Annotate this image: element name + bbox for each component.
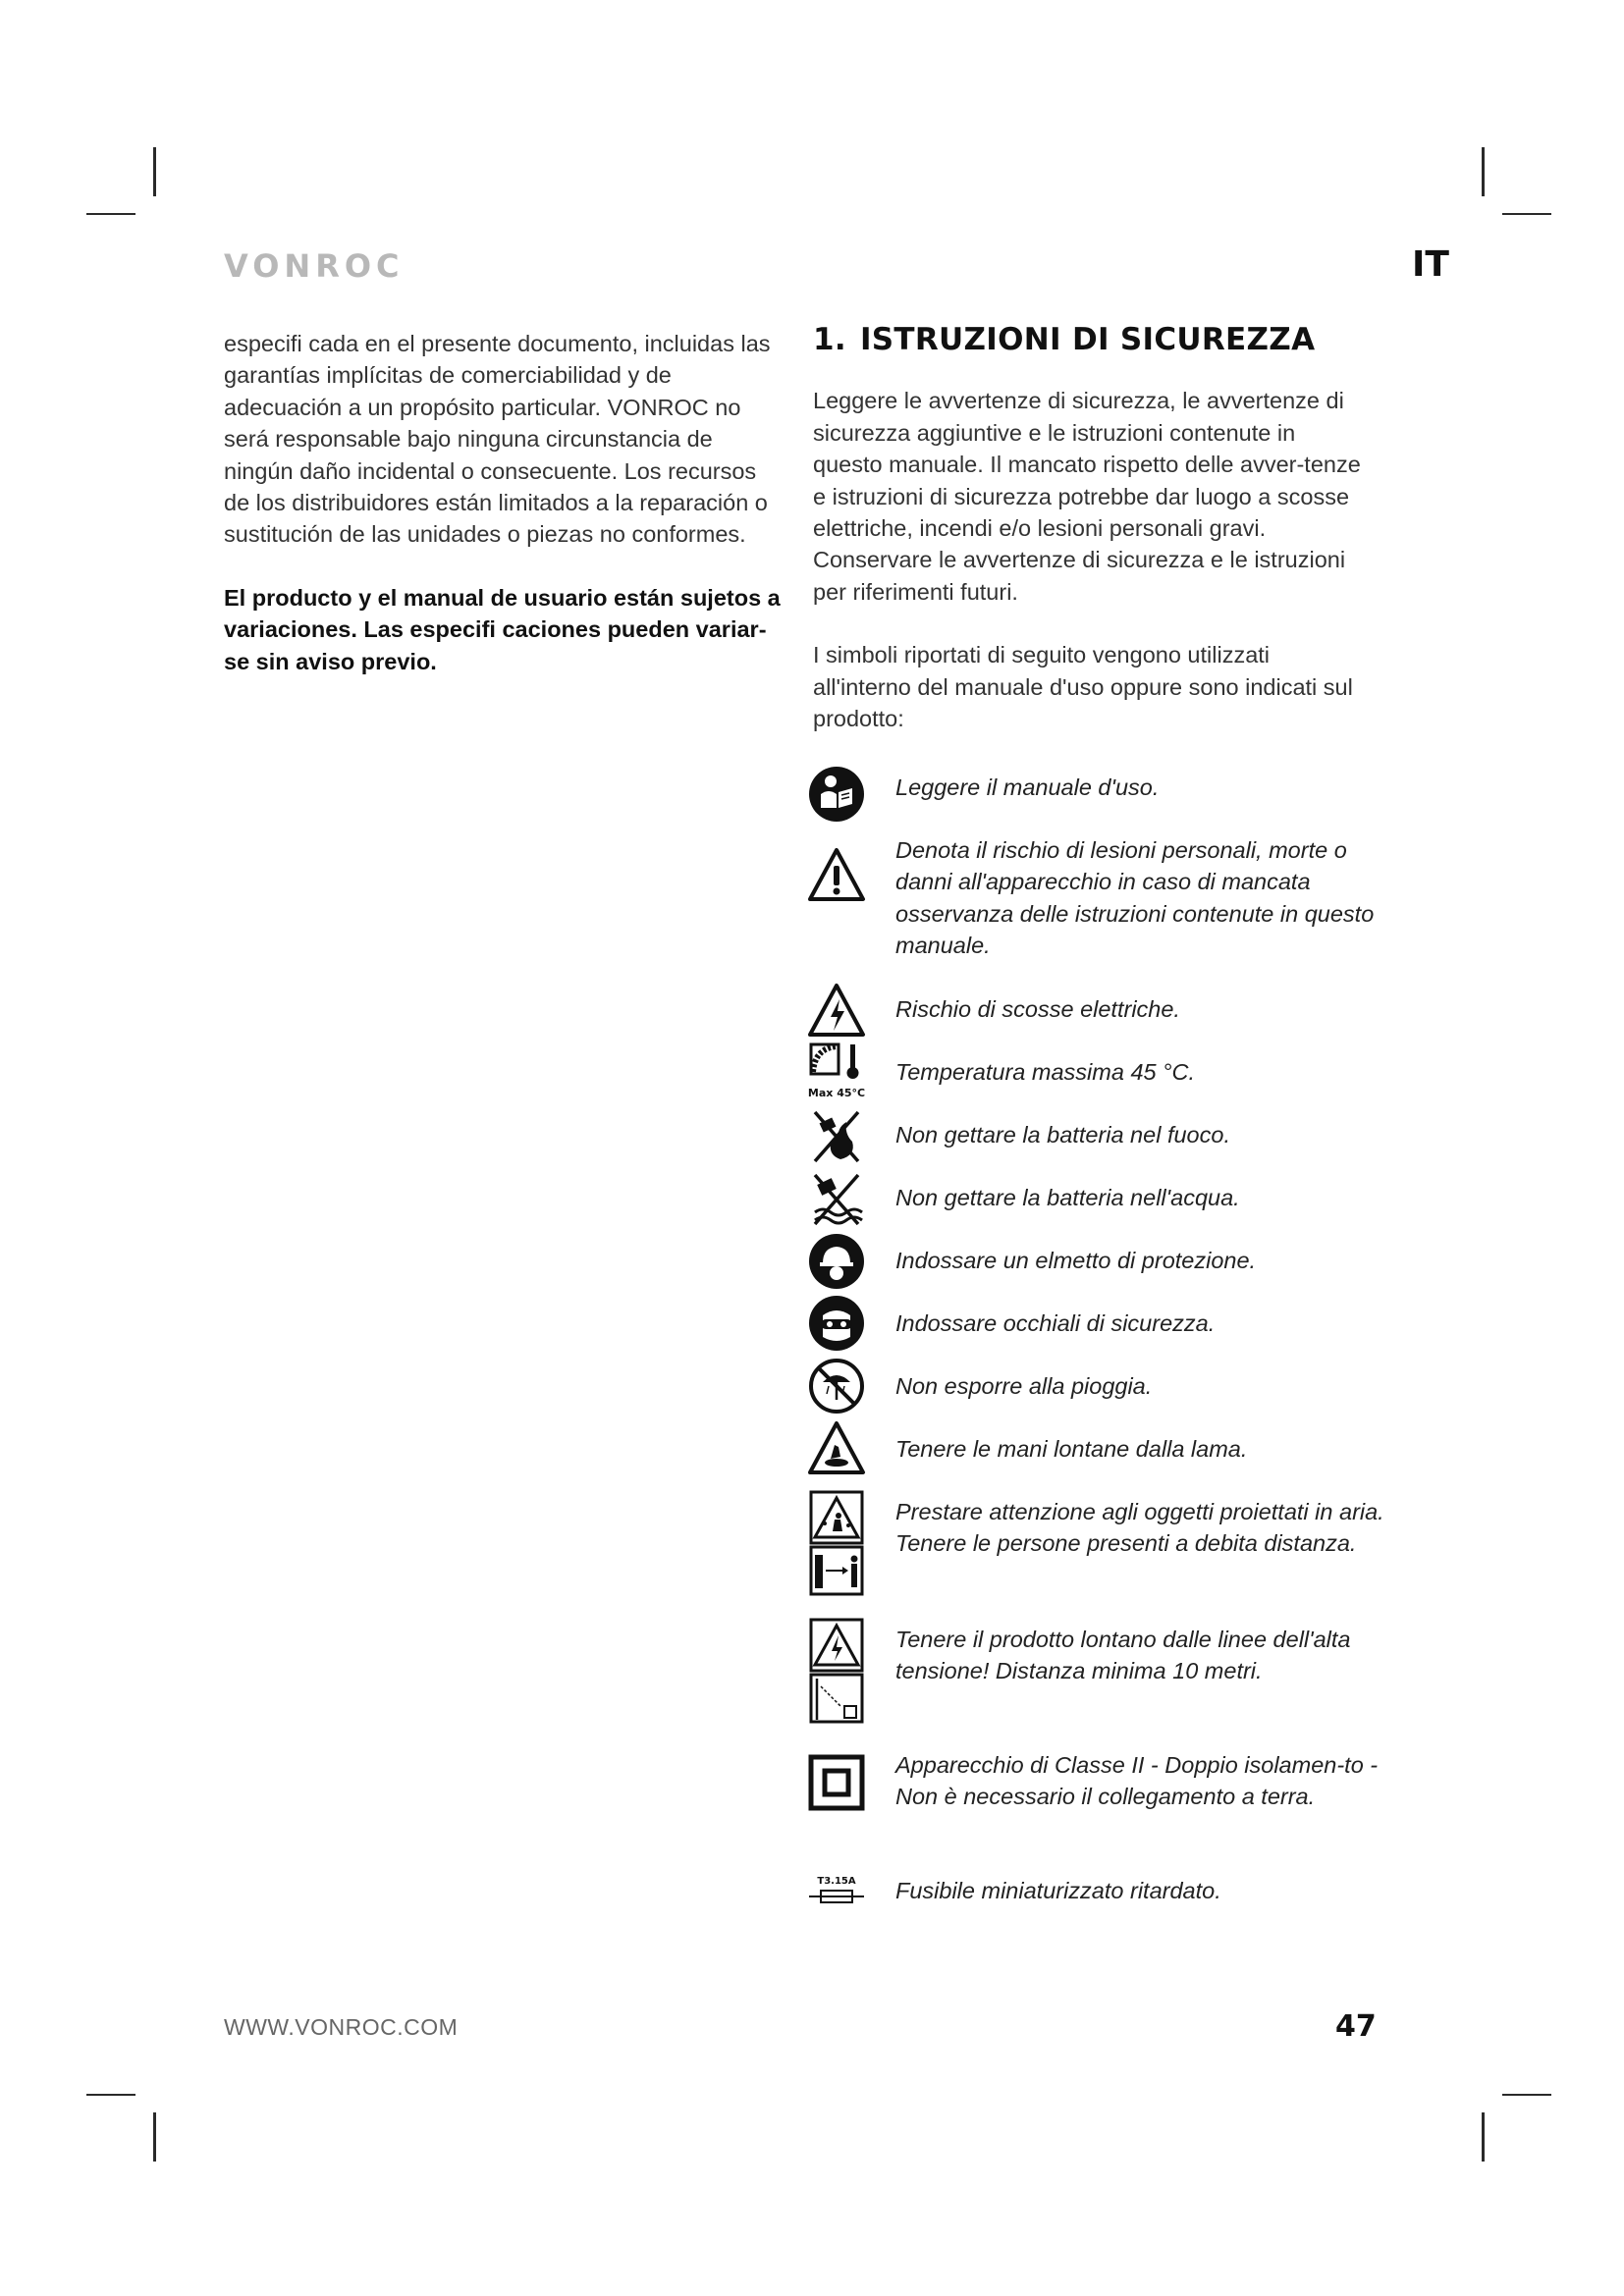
brand-logo: VONROC [224,247,405,285]
fuse-rating-label: T3.15A [817,1876,856,1887]
symbol-text: Indossare un elmetto di protezione. [895,1248,1257,1273]
read-manual-icon [807,765,866,824]
max-temperature-label: Max 45°C [807,1087,866,1099]
section-heading [813,324,1363,355]
symbols-intro: I simboli riportati di seguito vengono utilizzati all'interno del manuale d'uso oppure sono indicati sul prodotto: [813,642,1353,732]
warning-icon [807,846,866,905]
page-number: 47 [1335,2009,1377,2044]
crop-mark [86,2094,135,2096]
crop-mark [86,213,135,215]
class-ii-icon [807,1753,866,1812]
symbol-text: Temperatura massima 45 °C. [895,1059,1196,1085]
symbol-text: Tenere le mani lontane dalla lama. [895,1436,1248,1462]
section-title: ISTRUZIONI DI SICUREZZA [859,322,1316,357]
symbol-text: Fusibile miniaturizzato ritardato. [895,1878,1221,1903]
no-rain-icon [807,1357,866,1415]
variation-notice: El producto y el manual de usuario están sujetos a variaciones. Las especifi caciones pueden variar-se sin aviso previo. [224,584,781,674]
crop-mark [1502,2094,1551,2096]
symbol-text: Non gettare la batteria nel fuoco. [895,1122,1230,1148]
crop-mark [1482,147,1485,196]
warranty-paragraph: especifi cada en el presente documento, incluidas las garantías implícitas de comerciabilidad y de adecuación a un propósito particular. VONROC no será responsable bajo ninguna circunstancia de ningún daño incidental o consecuente. Los recursos de los distribuidores están limitados a la reparación o sustitución de las unidades o piezas no conformes. [224,331,771,548]
crop-mark [1482,2112,1485,2162]
symbol-text: Non esporre alla pioggia. [895,1373,1153,1399]
crop-mark [1502,213,1551,215]
symbol-text: Non gettare la batteria nell'acqua. [895,1185,1240,1210]
max-temperature-icon [807,1041,866,1099]
symbol-text: Tenere il prodotto lontano dalle linee dell'alta tensione! Distanza minima 10 metri. [895,1627,1351,1684]
symbol-text: Leggere il manuale d'uso. [895,774,1160,800]
wear-goggles-icon [807,1294,866,1353]
wear-helmet-icon [807,1232,866,1291]
symbol-text: Denota il rischio di lesioni personali, morte o danni all'apparecchio in caso di mancata osservanza delle istruzioni contenute in questo manuale. [895,837,1375,959]
electric-shock-icon [807,982,866,1041]
flying-objects-icon [807,1490,866,1598]
no-battery-water-icon [807,1169,866,1228]
no-battery-fire-icon [807,1106,866,1165]
fuse-icon [807,1873,866,1908]
symbol-text: Prestare attenzione agli oggetti proiettati in aria. Tenere le persone presenti a debita distanza. [895,1499,1384,1557]
crop-mark [153,2112,156,2162]
safety-intro: Leggere le avvertenze di sicurezza, le avvertenze di sicurezza aggiuntive e le istruzioni contenute in questo manuale. Il mancato rispetto delle avver-tenze e istruzioni di sicurezza potrebbe dar luogo a scosse elettriche, incendi e/o lesioni personali gravi. Conservare le avvertenze di sicurezza e le istruzioni per riferimenti futuri. [813,388,1361,605]
footer-url: WWW.VONROC.COM [224,2014,459,2040]
symbol-text: Rischio di scosse elettriche. [895,996,1180,1022]
crop-mark [153,147,156,196]
symbol-text: Apparecchio di Classe II - Doppio isolamen-to - Non è necessario il collegamento a terra. [895,1752,1379,1810]
symbol-text: Indossare occhiali di sicurezza. [895,1310,1216,1336]
right-column [813,324,1363,734]
section-number: 1. [813,322,846,357]
power-lines-icon [807,1618,866,1726]
blade-hands-icon [807,1419,866,1478]
language-code: IT [1412,244,1449,285]
left-column [224,328,784,677]
